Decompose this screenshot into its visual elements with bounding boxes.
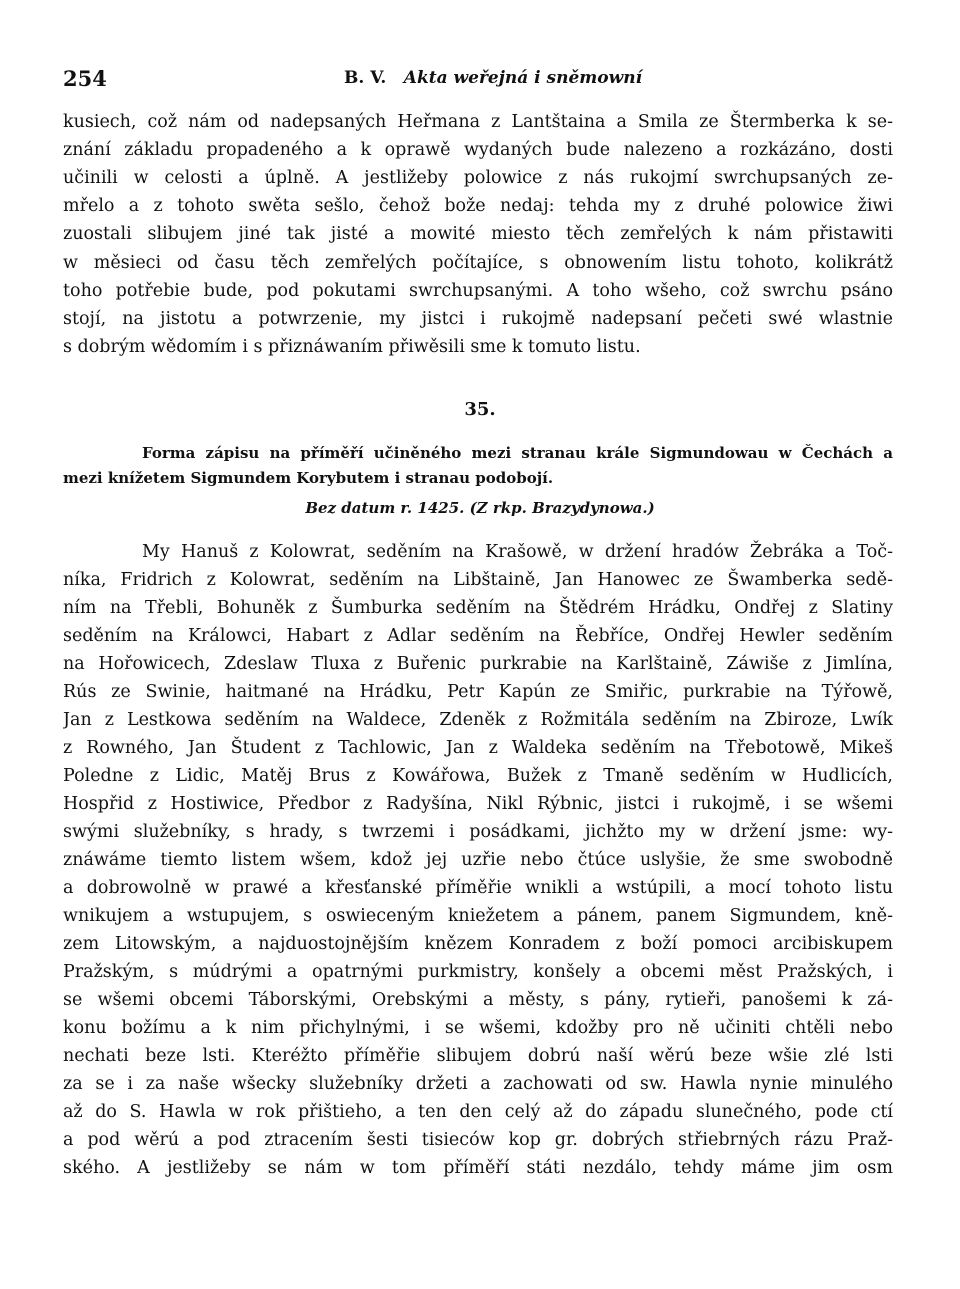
date-source-line: Bez datum r. 1425. (Z rkp. Brazydynowa.)	[305, 499, 655, 517]
running-head-title: Akta weřejná i sněmowní	[403, 68, 643, 88]
heading-line: Forma zápisu na příměří učiněného mezi stranau krále Sigmundowau w Čechách a	[142, 444, 893, 462]
text-line: mřelo a z tohoto swěta sešlo, čehož bože nedaj: tehda my z druhé polowice žiwi	[63, 196, 893, 216]
text-line: zuostali slibujem jiné tak jisté a mowité miesto těch zemřelých k nám přistawiti	[63, 224, 893, 244]
text-line: seděním na Králowci, Habart z Adlar seděním na Řebříce, Ondřej Hewler seděním	[63, 626, 893, 646]
text-line: z Rowného, Jan Študent z Tachlowic, Jan z Waldeka seděním na Třebotowě, Mikeš	[63, 738, 893, 758]
text-line: ním na Třebli, Bohuněk z Šumburka seděním na Štědrém Hrádku, Ondřej z Slatiny	[63, 598, 893, 618]
text-line: ského. A jestližeby se nám w tom příměří státi nezdálo, tehdy máme jim osm	[63, 1158, 893, 1178]
running-head-section: B. V.	[344, 68, 387, 88]
text-line: a pod wěrú a pod ztracením šesti tisieców kop gr. dobrých střiebrných rázu Praž-	[63, 1130, 893, 1150]
text-line: zem Litowským, a najduostojnějším knězem Konradem z boží pomoci arcibiskupem	[63, 934, 893, 954]
page-header	[63, 66, 893, 96]
text-line: w měsieci od času těch zemřelých počítajíce, s obnowením listu tohoto, kolikrátž	[63, 253, 893, 273]
text-line: My Hanuš z Kolowrat, seděním na Krašowě, w držení hradów Žebráka a Toč-	[142, 542, 893, 562]
text-line: konu božímu a k nim přichylnými, i se wšemi, kdožby pro ně učiniti chtěli nebo	[63, 1018, 893, 1038]
text-line: toho potřebie bude, pod pokutami swrchupsanými. A toho wšeho, což swrchu psáno	[63, 281, 893, 301]
text-line: wnikujem a wstupujem, s oswieceným kniežetem a pánem, panem Sigmundem, kně-	[63, 906, 893, 926]
text-line: Jan z Lestkowa seděním na Waldece, Zdeněk z Rožmitála seděním na Zbiroze, Lwík	[63, 710, 893, 730]
text-line: stojí, na jistotu a potwrzenie, my jistci i rukojmě nadepsaní pečeti swé wlastnie	[63, 309, 893, 329]
text-line: za se i za naše wšecky služebníky držeti a zachowati od sw. Hawla nynie minulého	[63, 1074, 893, 1094]
heading-line: mezi knížetem Sigmundem Korybutem i stranau podobojí.	[63, 469, 554, 487]
text-line: a dobrowolně w prawé a křesťanské příměřie wnikli a wstúpili, a mocí tohoto listu	[63, 878, 893, 898]
text-line: níka, Fridrich z Kolowrat, seděním na Libštaině, Jan Hanowec ze Šwamberka sedě-	[63, 570, 893, 590]
text-line: Rús ze Swinie, haitmané na Hrádku, Petr Kapún ze Smiřic, purkrabie na Týřowě,	[63, 682, 893, 702]
text-line: s dobrým wědomím i s přiznáwaním přiwěsili sme k tomuto listu.	[63, 337, 641, 357]
text-line: se wšemi obcemi Táborskými, Orebskými a městy, s pány, rytieři, panošemi k zá-	[63, 990, 893, 1010]
document-number: 35.	[464, 399, 496, 420]
text-line: na Hořowicech, Zdeslaw Tluxa z Buřenic purkrabie na Karlštaině, Záwiše z Jimlína,	[63, 654, 893, 674]
text-line: nechati beze lsti. Kteréžto příměřie slibujem dobrú naší wěrú beze wšie zlé lsti	[63, 1046, 893, 1066]
text-line: kusiech, což nám od nadepsaných Heřmana z Lantštaina a Smila ze Štermberka k se-	[63, 112, 893, 132]
text-line: Poledne z Lidic, Matěj Brus z Kowářowa, Bužek z Tmaně seděním w Hudlicích,	[63, 766, 893, 786]
text-line: Hospřid z Hostiwice, Předbor z Radyšína, Nikl Rýbnic, jistci i rukojmě, i se wšemi	[63, 794, 893, 814]
text-line: Pražským, s múdrými a opatrnými purkmistry, konšely a obcemi měst Pražských, i	[63, 962, 893, 982]
text-line: swými služebníky, s hrady, s twrzemi i posádkami, jichžto my w držení jsme: wy-	[63, 822, 893, 842]
text-line: učinili w celosti a úplně. A jestližeby polowice z nás rukojmí swrchupsaných ze-	[63, 168, 893, 188]
running-head	[344, 68, 642, 88]
text-line: až do S. Hawla w rok přištieho, a ten den celý až do západu slunečného, pode ctí	[63, 1102, 893, 1122]
text-line: znání základu propadeného a k oprawě wydaných bude nalezeno a rozkázáno, dosti	[63, 140, 893, 160]
page-number: 254	[63, 66, 107, 91]
text-line: znáwáme tiemto listem wšem, kdož jej uzřie nebo čtúce uslyšie, že sme swobodně	[63, 850, 893, 870]
